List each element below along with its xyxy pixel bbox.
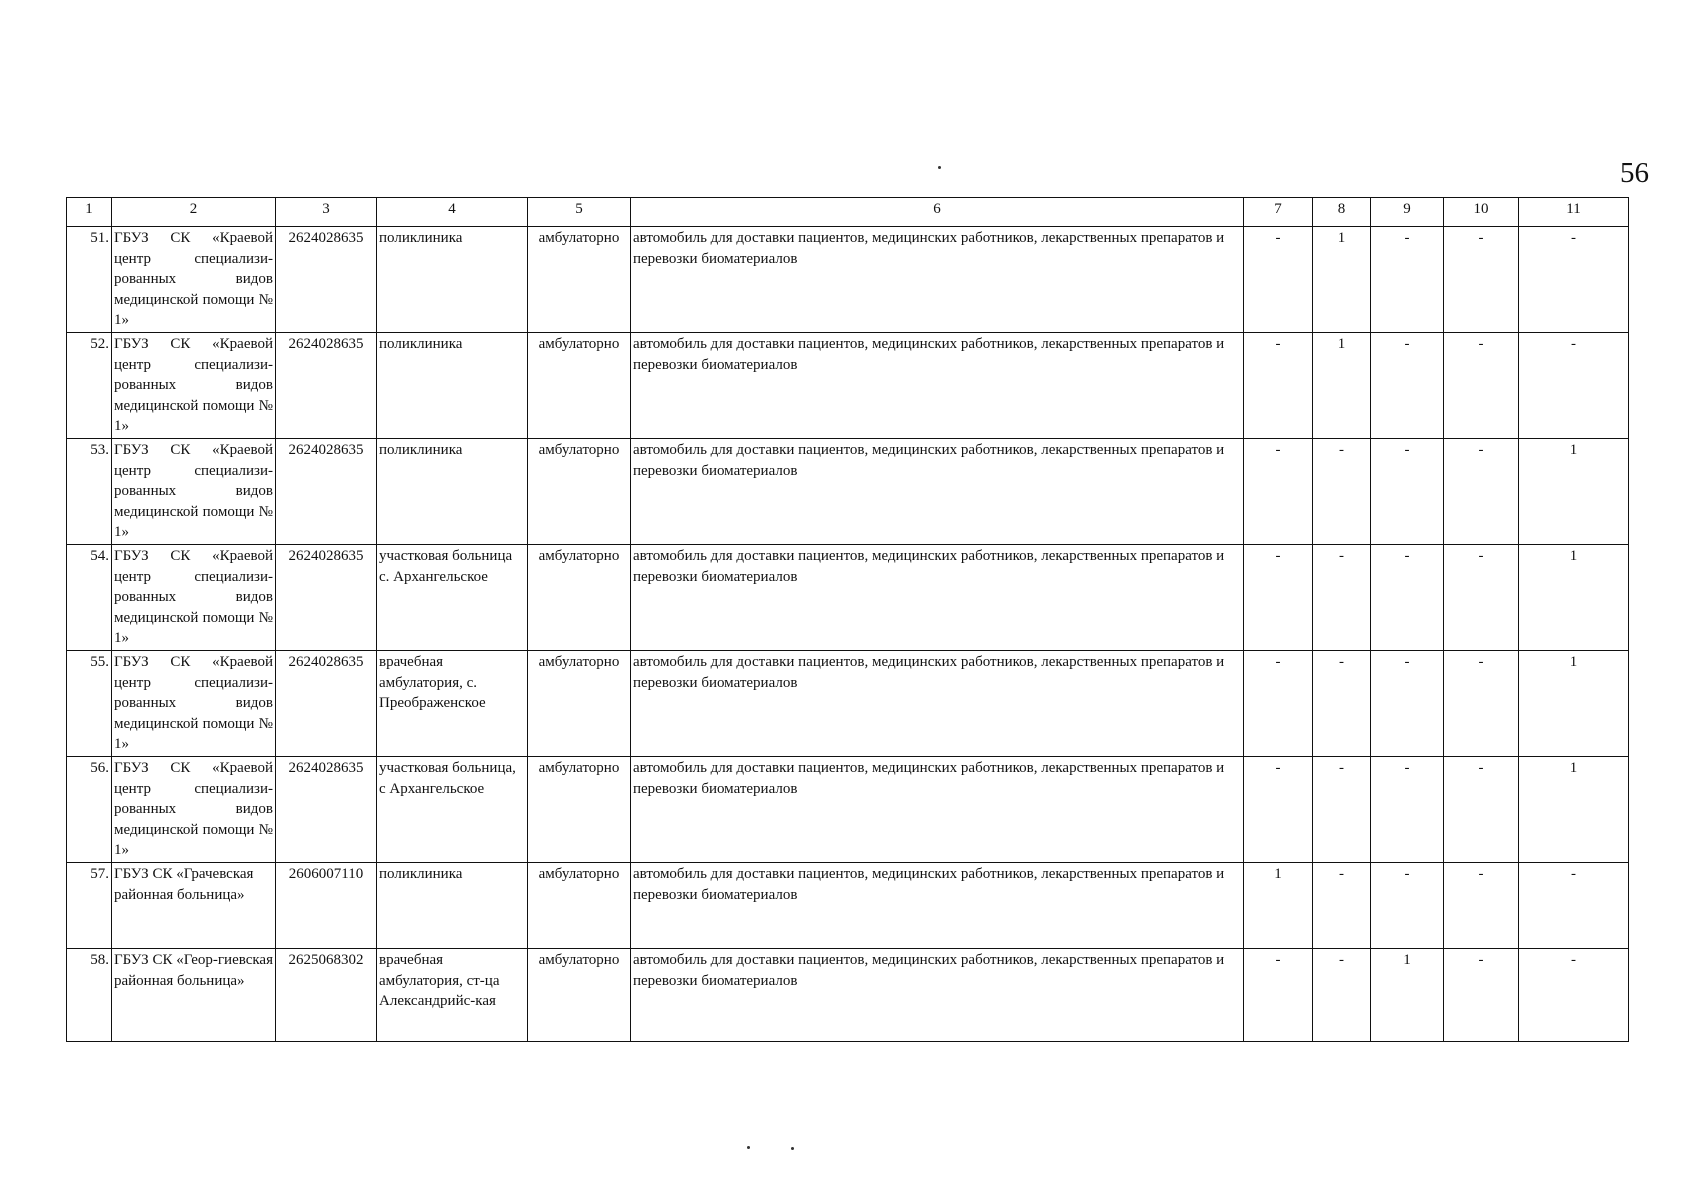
qty-col-7: -	[1244, 227, 1313, 333]
table-row	[67, 227, 1629, 333]
unit-name: поликлиника	[377, 227, 528, 333]
qty-col-8: -	[1313, 651, 1371, 757]
qty-col-10: -	[1444, 333, 1519, 439]
inn-code: 2624028635	[276, 227, 377, 333]
qty-col-9: -	[1371, 863, 1444, 949]
qty-col-8: 1	[1313, 227, 1371, 333]
table-row	[67, 651, 1629, 757]
qty-col-7: 1	[1244, 863, 1313, 949]
qty-col-10: -	[1444, 949, 1519, 1042]
vehicle-purpose: автомобиль для доставки пациентов, медицинских работников, лекарственных препаратов и перевозки биоматериалов	[631, 651, 1244, 757]
col-header-1: 1	[67, 198, 112, 227]
care-form: амбулаторно	[528, 651, 631, 757]
table-row	[67, 439, 1629, 545]
table-row	[67, 949, 1629, 1042]
unit-name: участковая больница, с Архангельское	[377, 757, 528, 863]
unit-name: поликлиника	[377, 439, 528, 545]
scan-speck	[938, 166, 941, 169]
vehicle-purpose: автомобиль для доставки пациентов, медицинских работников, лекарственных препаратов и перевозки биоматериалов	[631, 333, 1244, 439]
qty-col-8: -	[1313, 863, 1371, 949]
inn-code: 2624028635	[276, 757, 377, 863]
qty-col-8: -	[1313, 949, 1371, 1042]
inn-code: 2624028635	[276, 651, 377, 757]
col-header-2: 2	[112, 198, 276, 227]
qty-col-9: -	[1371, 757, 1444, 863]
col-header-10: 10	[1444, 198, 1519, 227]
qty-col-8: -	[1313, 545, 1371, 651]
table-row	[67, 333, 1629, 439]
qty-col-10: -	[1444, 757, 1519, 863]
inn-code: 2624028635	[276, 545, 377, 651]
col-header-3: 3	[276, 198, 377, 227]
unit-name: участковая больница с. Архангельское	[377, 545, 528, 651]
unit-name: поликлиника	[377, 863, 528, 949]
qty-col-9: -	[1371, 227, 1444, 333]
qty-col-9: -	[1371, 545, 1444, 651]
inn-code: 2624028635	[276, 439, 377, 545]
inn-code: 2625068302	[276, 949, 377, 1042]
qty-col-7: -	[1244, 333, 1313, 439]
care-form: амбулаторно	[528, 545, 631, 651]
row-number: 56.	[67, 757, 112, 863]
row-number: 54.	[67, 545, 112, 651]
organization-name: ГБУЗ СК «Краевой центр специализи-рованных видов медицинской помощи № 1»	[112, 227, 276, 333]
qty-col-10: -	[1444, 651, 1519, 757]
qty-col-9: 1	[1371, 949, 1444, 1042]
vehicle-purpose: автомобиль для доставки пациентов, медицинских работников, лекарственных препаратов и перевозки биоматериалов	[631, 757, 1244, 863]
qty-col-11: 1	[1519, 439, 1629, 545]
qty-col-7: -	[1244, 439, 1313, 545]
row-number: 58.	[67, 949, 112, 1042]
vehicle-purpose: автомобиль для доставки пациентов, медицинских работников, лекарственных препаратов и перевозки биоматериалов	[631, 227, 1244, 333]
care-form: амбулаторно	[528, 439, 631, 545]
scan-speck	[791, 1147, 794, 1150]
qty-col-9: -	[1371, 439, 1444, 545]
col-header-4: 4	[377, 198, 528, 227]
qty-col-11: 1	[1519, 545, 1629, 651]
organization-name: ГБУЗ СК «Краевой центр специализи-рованных видов медицинской помощи № 1»	[112, 651, 276, 757]
qty-col-9: -	[1371, 651, 1444, 757]
organization-name: ГБУЗ СК «Краевой центр специализи-рованных видов медицинской помощи № 1»	[112, 439, 276, 545]
scan-speck	[747, 1146, 750, 1149]
col-header-6: 6	[631, 198, 1244, 227]
row-number: 52.	[67, 333, 112, 439]
col-header-8: 8	[1313, 198, 1371, 227]
row-number: 51.	[67, 227, 112, 333]
qty-col-11: -	[1519, 333, 1629, 439]
qty-col-11: 1	[1519, 757, 1629, 863]
vehicle-allocation-table	[66, 197, 1629, 1042]
qty-col-8: 1	[1313, 333, 1371, 439]
unit-name: врачебная амбулатория, ст-ца Александрийс-кая	[377, 949, 528, 1042]
care-form: амбулаторно	[528, 863, 631, 949]
organization-name: ГБУЗ СК «Грачевская районная больница»	[112, 863, 276, 949]
qty-col-11: -	[1519, 863, 1629, 949]
qty-col-11: -	[1519, 949, 1629, 1042]
qty-col-7: -	[1244, 651, 1313, 757]
qty-col-7: -	[1244, 949, 1313, 1042]
vehicle-purpose: автомобиль для доставки пациентов, медицинских работников, лекарственных препаратов и перевозки биоматериалов	[631, 545, 1244, 651]
header-row	[67, 198, 1629, 227]
table-row	[67, 757, 1629, 863]
organization-name: ГБУЗ СК «Геор-гиевская районная больница»	[112, 949, 276, 1042]
col-header-7: 7	[1244, 198, 1313, 227]
col-header-11: 11	[1519, 198, 1629, 227]
vehicle-purpose: автомобиль для доставки пациентов, медицинских работников, лекарственных препаратов и перевозки биоматериалов	[631, 863, 1244, 949]
organization-name: ГБУЗ СК «Краевой центр специализи-рованных видов медицинской помощи № 1»	[112, 757, 276, 863]
qty-col-11: -	[1519, 227, 1629, 333]
vehicle-purpose: автомобиль для доставки пациентов, медицинских работников, лекарственных препаратов и перевозки биоматериалов	[631, 949, 1244, 1042]
qty-col-9: -	[1371, 333, 1444, 439]
inn-code: 2606007110	[276, 863, 377, 949]
vehicle-purpose: автомобиль для доставки пациентов, медицинских работников, лекарственных препаратов и перевозки биоматериалов	[631, 439, 1244, 545]
organization-name: ГБУЗ СК «Краевой центр специализи-рованных видов медицинской помощи № 1»	[112, 545, 276, 651]
page-number: 56	[1620, 157, 1649, 189]
qty-col-8: -	[1313, 757, 1371, 863]
table-row	[67, 545, 1629, 651]
qty-col-8: -	[1313, 439, 1371, 545]
organization-name: ГБУЗ СК «Краевой центр специализи-рованных видов медицинской помощи № 1»	[112, 333, 276, 439]
row-number: 57.	[67, 863, 112, 949]
unit-name: поликлиника	[377, 333, 528, 439]
care-form: амбулаторно	[528, 333, 631, 439]
col-header-9: 9	[1371, 198, 1444, 227]
row-number: 53.	[67, 439, 112, 545]
qty-col-10: -	[1444, 863, 1519, 949]
table-row	[67, 863, 1629, 949]
qty-col-7: -	[1244, 757, 1313, 863]
care-form: амбулаторно	[528, 949, 631, 1042]
care-form: амбулаторно	[528, 757, 631, 863]
inn-code: 2624028635	[276, 333, 377, 439]
care-form: амбулаторно	[528, 227, 631, 333]
col-header-5: 5	[528, 198, 631, 227]
qty-col-10: -	[1444, 545, 1519, 651]
qty-col-10: -	[1444, 227, 1519, 333]
row-number: 55.	[67, 651, 112, 757]
unit-name: врачебная амбулатория, с. Преображенское	[377, 651, 528, 757]
qty-col-10: -	[1444, 439, 1519, 545]
qty-col-11: 1	[1519, 651, 1629, 757]
qty-col-7: -	[1244, 545, 1313, 651]
table-body	[67, 198, 1629, 1042]
